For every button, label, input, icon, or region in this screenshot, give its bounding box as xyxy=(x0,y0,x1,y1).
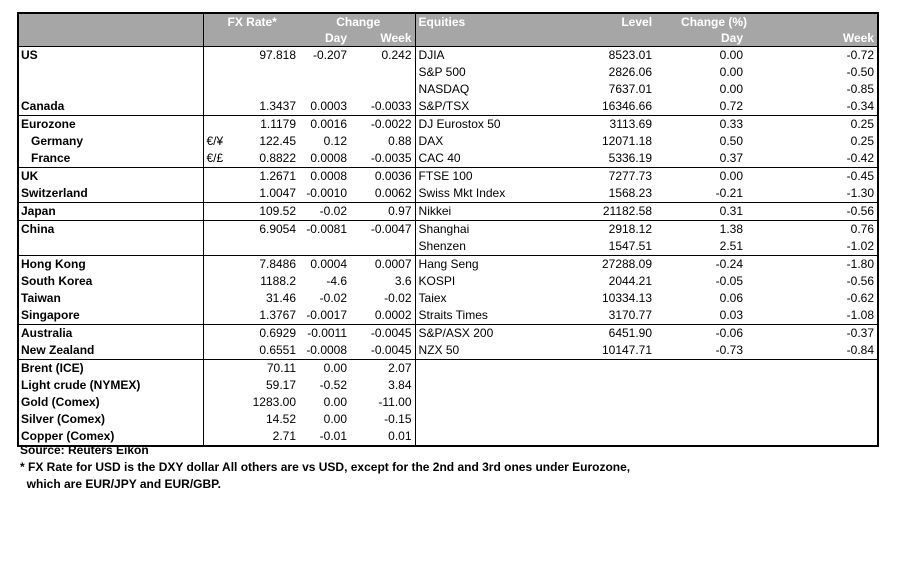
row-currency-pair xyxy=(203,273,239,290)
row-fx-week-change: 0.88 xyxy=(388,134,412,148)
row-currency-pair xyxy=(203,256,239,274)
row-equity-index: DJ Eurostox 50 xyxy=(415,116,515,134)
row-equity-level: 10147.71 xyxy=(601,343,653,357)
row-fx-week-change: 0.0062 xyxy=(374,186,412,200)
row-equity-day-change: 0.31 xyxy=(655,203,765,221)
row-fx-day-change xyxy=(302,81,350,98)
row-fx-rate: 109.52 xyxy=(239,203,302,221)
row-currency-pair xyxy=(203,342,239,360)
row-fx-day-change: 0.00 xyxy=(323,395,348,409)
row-equity-week-change xyxy=(765,377,878,394)
row-equity-week-change: -0.34 xyxy=(846,99,875,113)
row-fx-rate: 1188.2 xyxy=(260,274,297,288)
row-currency-pair xyxy=(203,116,239,134)
row-currency-pair xyxy=(203,203,239,221)
row-equity-day-change: -0.73 xyxy=(715,343,744,357)
row-equity-week-change: -1.08 xyxy=(846,308,875,322)
table-body xyxy=(18,47,878,447)
row-country: Copper (Comex) xyxy=(21,429,115,443)
row-country: Brent (ICE) xyxy=(18,360,203,378)
table-row xyxy=(18,238,878,256)
table-row xyxy=(18,203,878,221)
row-equity-week-change: -0.72 xyxy=(765,47,878,65)
footnote-line-2: which are EUR/JPY and EUR/GBP. xyxy=(20,477,221,491)
row-country: Gold (Comex) xyxy=(21,395,100,409)
row-currency-pair xyxy=(203,64,239,81)
market-data-table xyxy=(17,12,879,447)
row-equity-day-change: 0.00 xyxy=(655,168,765,186)
row-fx-rate: 1283.00 xyxy=(252,395,297,409)
row-currency-pair xyxy=(203,428,239,446)
row-fx-day-change: -0.207 xyxy=(302,47,350,65)
row-equity-day-change: 0.00 xyxy=(719,82,744,96)
table-row xyxy=(18,116,878,134)
row-equity-day-change: 0.72 xyxy=(719,99,744,113)
row-currency-pair xyxy=(203,81,239,98)
row-equity-day-change: 0.37 xyxy=(719,151,744,165)
row-currency-pair xyxy=(203,411,239,428)
row-fx-day-change: -0.0010 xyxy=(306,186,348,200)
row-fx-week-change: 0.0007 xyxy=(350,256,415,274)
row-equity-day-change: 2.51 xyxy=(719,239,744,253)
row-fx-rate: 122.45 xyxy=(259,134,297,148)
row-equity-level: 1568.23 xyxy=(608,186,653,200)
row-equity-level: 12071.18 xyxy=(601,134,653,148)
row-equity-week-change: -0.42 xyxy=(846,151,875,165)
row-equity-index xyxy=(415,360,515,378)
row-equity-day-change: -0.06 xyxy=(655,325,765,343)
row-equity-day-change: -0.24 xyxy=(655,256,765,274)
row-equity-level: 7637.01 xyxy=(608,82,653,96)
row-fx-week-change: -0.0045 xyxy=(370,343,412,357)
row-equity-week-change xyxy=(765,428,878,446)
table-row xyxy=(18,98,878,116)
table-row xyxy=(18,64,878,81)
row-fx-day-change: -0.0017 xyxy=(306,308,348,322)
row-equity-level xyxy=(515,377,655,394)
row-equity-day-change: 0.50 xyxy=(719,134,744,148)
table-row xyxy=(18,325,878,343)
row-fx-day-change xyxy=(302,238,350,256)
row-fx-rate: 6.9054 xyxy=(239,221,302,239)
row-equity-index: Straits Times xyxy=(415,307,515,325)
row-currency-pair xyxy=(203,377,239,394)
row-equity-index: NASDAQ xyxy=(415,81,515,98)
header-level: Level xyxy=(515,13,655,30)
row-equity-level xyxy=(515,360,655,378)
row-fx-rate: 70.11 xyxy=(239,360,302,378)
row-fx-week-change: 0.01 xyxy=(388,429,412,443)
row-equity-level xyxy=(515,428,655,446)
row-fx-day-change: -0.0011 xyxy=(302,325,350,343)
row-equity-index: S&P 500 xyxy=(415,64,515,81)
row-fx-week-change: 2.07 xyxy=(350,360,415,378)
row-currency-pair xyxy=(203,221,239,239)
row-fx-day-change: 0.00 xyxy=(323,412,348,426)
row-equity-index xyxy=(415,394,515,411)
footnote-line-1: * FX Rate for USD is the DXY dollar All others are vs USD, except for the 2nd and 3rd ones under Eurozone, xyxy=(20,460,631,474)
row-equity-week-change: -0.62 xyxy=(846,291,875,305)
row-fx-week-change: 0.242 xyxy=(350,47,415,65)
row-fx-rate xyxy=(239,238,302,256)
row-fx-rate: 31.46 xyxy=(265,291,297,305)
table-row xyxy=(18,150,878,168)
row-currency-pair xyxy=(203,238,239,256)
table-row xyxy=(18,81,878,98)
table-row xyxy=(18,168,878,186)
row-country: UK xyxy=(18,168,203,186)
header-equities: Equities xyxy=(415,13,515,30)
row-equity-level: 3170.77 xyxy=(608,308,653,322)
row-equity-index: Swiss Mkt Index xyxy=(415,185,515,203)
row-fx-rate: 59.17 xyxy=(265,378,297,392)
row-equity-index: S&P/TSX xyxy=(415,98,515,116)
row-fx-week-change: 0.0036 xyxy=(350,168,415,186)
row-country: Hong Kong xyxy=(18,256,203,274)
row-equity-level: 10334.13 xyxy=(601,291,653,305)
row-equity-index: CAC 40 xyxy=(415,150,515,168)
row-fx-day-change: 0.0008 xyxy=(302,168,350,186)
row-equity-week-change xyxy=(765,411,878,428)
row-fx-week-change xyxy=(350,64,415,81)
row-country xyxy=(18,238,203,256)
row-country: US xyxy=(18,47,203,65)
row-equity-level: 27288.09 xyxy=(515,256,655,274)
row-equity-level: 3113.69 xyxy=(515,116,655,134)
row-fx-rate: 1.3437 xyxy=(259,99,297,113)
row-country: New Zealand xyxy=(21,343,95,357)
row-fx-rate: 97.818 xyxy=(239,47,302,65)
row-equity-week-change: -1.02 xyxy=(846,239,875,253)
row-equity-week-change xyxy=(765,394,878,411)
table-row xyxy=(18,290,878,307)
table-row xyxy=(18,377,878,394)
table-row xyxy=(18,185,878,203)
row-equity-index: Shanghai xyxy=(415,221,515,239)
header-eq-day: Day xyxy=(655,30,765,47)
row-country: Eurozone xyxy=(18,116,203,134)
table-row xyxy=(18,256,878,274)
row-equity-level xyxy=(515,394,655,411)
row-equity-level: 16346.66 xyxy=(601,99,653,113)
row-equity-day-change: 0.00 xyxy=(719,65,744,79)
row-equity-index xyxy=(415,411,515,428)
row-currency-pair xyxy=(203,394,239,411)
row-fx-day-change: -0.0008 xyxy=(306,343,348,357)
row-equity-index: KOSPI xyxy=(415,273,515,290)
table-row xyxy=(18,307,878,325)
row-equity-level: 2044.21 xyxy=(608,274,653,288)
row-equity-level: 5336.19 xyxy=(608,151,653,165)
row-equity-week-change: -0.56 xyxy=(846,274,875,288)
row-equity-week-change: -0.84 xyxy=(846,343,875,357)
row-fx-week-change xyxy=(350,238,415,256)
row-equity-week-change: -1.80 xyxy=(765,256,878,274)
row-equity-day-change: 1.38 xyxy=(655,221,765,239)
header-eq-week: Week xyxy=(765,30,878,47)
row-fx-week-change: 3.6 xyxy=(394,274,412,288)
row-equity-day-change: 0.00 xyxy=(655,47,765,65)
row-equity-day-change: -0.21 xyxy=(715,186,744,200)
row-equity-week-change: -1.30 xyxy=(846,186,875,200)
row-fx-week-change: -0.0033 xyxy=(370,99,412,113)
row-currency-pair xyxy=(203,307,239,325)
row-equity-week-change: -0.37 xyxy=(765,325,878,343)
row-currency-pair xyxy=(203,325,239,343)
row-equity-index: DJIA xyxy=(415,47,515,65)
table-row xyxy=(18,360,878,378)
row-fx-rate: 1.0047 xyxy=(259,186,297,200)
row-country: Taiwan xyxy=(21,291,61,305)
row-fx-week-change: -0.0022 xyxy=(350,116,415,134)
row-fx-rate: 1.1179 xyxy=(239,116,302,134)
row-equity-index xyxy=(415,377,515,394)
row-fx-day-change: 0.0008 xyxy=(310,151,348,165)
header-row-1 xyxy=(18,13,878,30)
row-fx-rate: 0.8822 xyxy=(259,151,297,165)
table-row xyxy=(18,47,878,65)
row-equity-week-change xyxy=(765,360,878,378)
row-country: France xyxy=(31,151,71,165)
row-country: Switzerland xyxy=(21,186,88,200)
header-fx-rate: FX Rate* xyxy=(203,13,302,30)
row-fx-day-change: -0.02 xyxy=(319,291,348,305)
row-fx-rate xyxy=(239,81,302,98)
row-fx-rate xyxy=(239,64,302,81)
row-country: Canada xyxy=(21,99,65,113)
table-row xyxy=(18,133,878,150)
row-fx-week-change xyxy=(350,81,415,98)
row-fx-day-change: -4.6 xyxy=(326,274,348,288)
row-equity-day-change xyxy=(655,377,765,394)
row-fx-rate: 1.2671 xyxy=(239,168,302,186)
row-fx-week-change: 0.0002 xyxy=(374,308,412,322)
table-row xyxy=(18,221,878,239)
row-country: Silver (Comex) xyxy=(21,412,106,426)
row-fx-rate: 1.3767 xyxy=(259,308,297,322)
row-currency-pair: €/¥ xyxy=(203,133,239,150)
table-row xyxy=(18,342,878,360)
row-fx-week-change: -0.02 xyxy=(384,291,412,305)
row-fx-day-change: -0.0081 xyxy=(302,221,350,239)
row-fx-week-change: -0.0035 xyxy=(370,151,412,165)
row-equity-index xyxy=(415,428,515,446)
row-equity-index: Nikkei xyxy=(415,203,515,221)
row-equity-level: 6451.90 xyxy=(515,325,655,343)
header-change: Change xyxy=(302,13,415,30)
row-equity-level: 1547.51 xyxy=(608,239,653,253)
row-equity-level: 2826.06 xyxy=(608,65,653,79)
header-fx-day: Day xyxy=(302,30,350,47)
row-equity-level xyxy=(515,411,655,428)
row-equity-index: Hang Seng xyxy=(415,256,515,274)
row-fx-week-change: 0.97 xyxy=(350,203,415,221)
row-equity-day-change xyxy=(655,411,765,428)
row-equity-level: 2918.12 xyxy=(515,221,655,239)
row-equity-day-change xyxy=(655,394,765,411)
row-equity-week-change: -0.85 xyxy=(846,82,875,96)
row-country: China xyxy=(18,221,203,239)
row-equity-level: 7277.73 xyxy=(515,168,655,186)
row-equity-index: S&P/ASX 200 xyxy=(415,325,515,343)
source-note: Source: Reuters Eikon xyxy=(20,443,149,457)
row-fx-rate: 14.52 xyxy=(265,412,297,426)
header-row-2 xyxy=(18,30,878,47)
header-fx-week: Week xyxy=(350,30,415,47)
row-currency-pair xyxy=(203,98,239,116)
row-equity-index: Shenzen xyxy=(415,238,515,256)
row-fx-rate: 7.8486 xyxy=(239,256,302,274)
row-equity-day-change: 0.06 xyxy=(719,291,744,305)
row-country: Germany xyxy=(31,134,84,148)
table-row xyxy=(18,273,878,290)
row-fx-day-change: 0.0003 xyxy=(310,99,348,113)
row-currency-pair xyxy=(203,185,239,203)
row-equity-level: 21182.58 xyxy=(515,203,655,221)
row-country: South Korea xyxy=(21,274,93,288)
row-currency-pair xyxy=(203,360,239,378)
row-equity-day-change: 0.33 xyxy=(655,116,765,134)
row-equity-week-change: 0.76 xyxy=(765,221,878,239)
row-currency-pair xyxy=(203,290,239,307)
row-fx-day-change: 0.0004 xyxy=(302,256,350,274)
row-fx-day-change: 0.0016 xyxy=(302,116,350,134)
row-equity-index: NZX 50 xyxy=(415,342,515,360)
row-equity-week-change: -0.45 xyxy=(765,168,878,186)
row-fx-day-change: 0.12 xyxy=(323,134,348,148)
row-fx-day-change: -0.02 xyxy=(302,203,350,221)
row-equity-level: 8523.01 xyxy=(515,47,655,65)
row-fx-day-change: 0.00 xyxy=(302,360,350,378)
row-equity-index: Taiex xyxy=(415,290,515,307)
row-fx-day-change: -0.52 xyxy=(319,378,348,392)
row-equity-week-change: 0.25 xyxy=(765,116,878,134)
header-blank xyxy=(18,13,203,30)
row-country xyxy=(18,81,203,98)
row-currency-pair xyxy=(203,47,239,65)
row-equity-index: FTSE 100 xyxy=(415,168,515,186)
row-currency-pair: €/£ xyxy=(203,150,239,168)
table-row xyxy=(18,394,878,411)
header-change-pct: Change (%) xyxy=(655,13,765,30)
row-equity-day-change: 0.03 xyxy=(719,308,744,322)
row-country: Australia xyxy=(18,325,203,343)
row-equity-day-change: -0.05 xyxy=(715,274,744,288)
row-equity-week-change: -0.56 xyxy=(765,203,878,221)
row-equity-week-change: -0.50 xyxy=(846,65,875,79)
row-fx-rate: 0.6551 xyxy=(259,343,297,357)
row-equity-index: DAX xyxy=(415,133,515,150)
row-fx-rate: 2.71 xyxy=(272,429,297,443)
row-currency-pair xyxy=(203,168,239,186)
row-country xyxy=(18,64,203,81)
row-fx-week-change: -11.00 xyxy=(378,395,412,409)
row-country: Light crude (NYMEX) xyxy=(21,378,141,392)
header-blank-2 xyxy=(765,13,878,30)
row-fx-day-change: -0.01 xyxy=(319,429,348,443)
row-fx-week-change: 3.84 xyxy=(388,378,412,392)
row-fx-day-change xyxy=(302,64,350,81)
row-fx-week-change: -0.0047 xyxy=(350,221,415,239)
row-equity-week-change: 0.25 xyxy=(850,134,875,148)
row-fx-week-change: -0.0045 xyxy=(350,325,415,343)
row-fx-week-change: -0.15 xyxy=(384,412,412,426)
row-country: Japan xyxy=(18,203,203,221)
row-fx-rate: 0.6929 xyxy=(239,325,302,343)
table-row xyxy=(18,411,878,428)
row-equity-day-change xyxy=(655,428,765,446)
row-country: Singapore xyxy=(21,308,80,322)
row-equity-day-change xyxy=(655,360,765,378)
